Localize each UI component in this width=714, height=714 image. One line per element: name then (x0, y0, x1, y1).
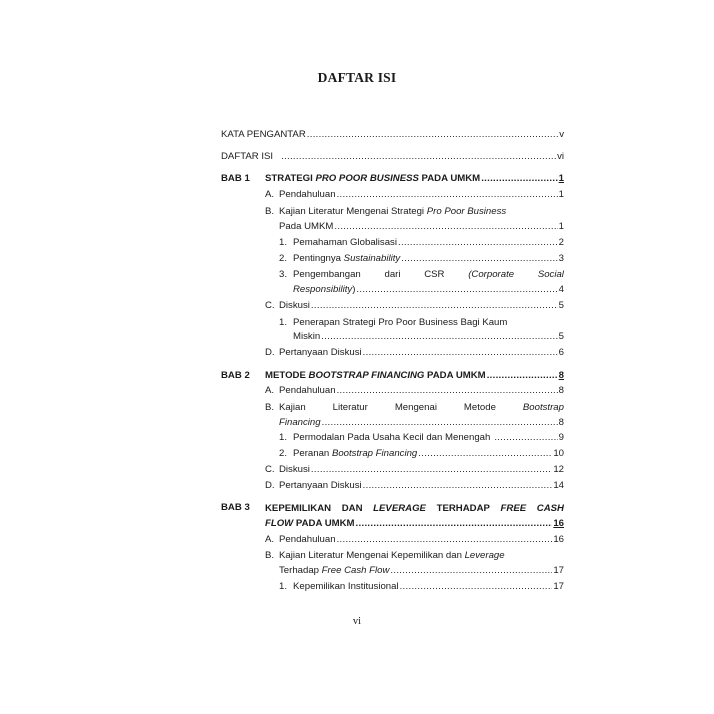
toc-entry-number: 3. (279, 269, 288, 280)
chapter-number: BAB 2 (221, 370, 250, 381)
chapter-number: BAB 1 (221, 173, 250, 184)
dot-leader (356, 518, 553, 529)
page-title: DAFTAR ISI (317, 70, 397, 85)
toc-entry-label: D. Pertanyaan Diskusi (265, 480, 362, 491)
toc-entry-label-italic: Pro Poor Business (426, 206, 507, 217)
dot-leader (494, 432, 557, 443)
toc-entry-label: 2. Peranan Bootstrap Financing (279, 448, 418, 459)
chapter-title: FLOW PADA UMKM (265, 518, 355, 529)
dot-leader (322, 417, 558, 428)
toc-page-number: 8 (558, 417, 564, 428)
toc-entry-bab2-a[interactable] (265, 385, 564, 396)
toc-entry-bab1-b-line1[interactable] (265, 205, 564, 219)
chapter-title: METODE BOOTSTRAP FINANCING PADA UMKM (265, 370, 486, 381)
toc-page-number: 12 (553, 464, 564, 475)
toc-entry-label: DAFTAR ISI (221, 151, 274, 162)
toc-entry-label: 1. Permodalan Pada Usaha Kecil dan Menengah (279, 432, 491, 443)
toc-entry-label-italic: Leverage (464, 550, 505, 561)
toc-entry-label: A. Pendahuluan (265, 385, 336, 396)
toc-entry-label: A. Pendahuluan (265, 189, 336, 200)
dot-leader (321, 331, 557, 342)
toc-page-number: 10 (553, 448, 564, 459)
dot-leader (487, 370, 558, 381)
chapter-title-word: CASH (536, 503, 564, 514)
toc-entry-bab1-d[interactable] (265, 347, 564, 358)
toc-entry-bab3-line1[interactable] (265, 502, 564, 516)
toc-page-number: 9 (558, 432, 564, 443)
toc-entry-bab3-a[interactable] (265, 534, 564, 545)
toc-entry-bab2-b2[interactable] (279, 448, 564, 459)
dot-leader (481, 173, 557, 184)
toc-entry-bab2-d[interactable] (265, 480, 564, 491)
toc-page-number: v (559, 129, 564, 140)
toc-page-number: 14 (553, 480, 564, 491)
toc-entry-bab3-b-line1[interactable] (265, 549, 564, 563)
toc-entry-bab1-b3-line1[interactable] (279, 268, 564, 282)
chapter-number: BAB 3 (221, 502, 250, 513)
toc-page-number: 5 (558, 300, 564, 311)
toc-entry-bab1-b2[interactable] (279, 253, 564, 264)
toc-entry-label: KATA PENGANTAR (221, 129, 306, 140)
dot-leader (281, 151, 556, 162)
toc-entry-bab1-c1-line1[interactable] (279, 316, 564, 330)
toc-page-number: 8 (558, 370, 564, 381)
dot-leader (400, 581, 553, 592)
dot-leader (363, 480, 553, 491)
toc-entry-label: Terhadap Free Cash Flow (279, 565, 390, 576)
toc-page-number: 5 (558, 331, 564, 342)
toc-entry-label: 2. Pentingnya Sustainability (279, 253, 401, 264)
toc-page-number: 1 (558, 221, 564, 232)
toc-entry-bab1-c[interactable] (265, 300, 564, 311)
dot-leader (398, 237, 558, 248)
page-number: vi (352, 616, 362, 627)
toc-entry-bab2-b-line1[interactable] (265, 401, 564, 415)
toc-entry-label: Pada UMKM (279, 221, 334, 232)
chapter-title: STRATEGI PRO POOR BUSINESS PADA UMKM (265, 173, 481, 184)
chapter-title-word: DAN (341, 503, 363, 514)
toc-entry-bab1-c1-line2[interactable] (293, 331, 564, 342)
toc-entry-label: Miskin (293, 331, 321, 342)
toc-entry-label: Financing (279, 417, 321, 428)
toc-page-number: 4 (558, 284, 564, 295)
toc-page-number: 17 (553, 581, 564, 592)
toc-page-number: 2 (558, 237, 564, 248)
toc-entry-letter: B. (265, 402, 275, 413)
toc-entry-label: C. Diskusi (265, 300, 310, 311)
toc-page-number: 6 (558, 347, 564, 358)
toc-page-number: vi (557, 151, 564, 162)
toc-entry-label: Responsibility) (293, 284, 356, 295)
toc-entry-label: A. Pendahuluan (265, 534, 336, 545)
dot-leader (363, 347, 558, 358)
toc-entry-label: Pengembangan dari CSR (Corporate Social (293, 269, 564, 280)
toc-entry-bab2-b-line2[interactable] (279, 417, 564, 428)
toc-entry-bab1-a[interactable] (265, 189, 564, 200)
dot-leader (401, 253, 557, 264)
toc-entry-kata-pengantar[interactable] (221, 129, 564, 140)
chapter-title-word: FREE (500, 503, 527, 514)
chapter-title-word: TERHADAP (436, 503, 490, 514)
toc-entry-label: D. Pertanyaan Diskusi (265, 347, 362, 358)
toc-entry-bab2-b1[interactable] (279, 432, 564, 443)
toc-entry-bab3-b1[interactable] (279, 581, 564, 592)
toc-entry-label: 1. Pemahaman Globalisasi (279, 237, 397, 248)
toc-entry-bab3-line2[interactable] (265, 518, 564, 529)
toc-entry-bab2-c[interactable] (265, 464, 564, 475)
dot-leader (337, 385, 558, 396)
dot-leader (334, 221, 557, 232)
toc-page-number: 16 (553, 534, 564, 545)
toc-entry-bab1-b-line2[interactable] (279, 221, 564, 232)
toc-page-number: 17 (553, 565, 564, 576)
toc-entry-label: Penerapan Strategi Pro Poor Business Bagi Kaum (293, 317, 508, 328)
toc-entry-daftar-isi[interactable] (221, 151, 564, 162)
toc-entry-label: Kajian Literatur Mengenai Strategi (279, 206, 427, 217)
toc-entry-label: Kajian Literatur Mengenai Kepemilikan dan (279, 550, 465, 561)
chapter-title-word: KEPEMILIKAN (265, 503, 332, 514)
toc-entry-bab1-b1[interactable] (279, 237, 564, 248)
toc-page-number: 1 (558, 173, 564, 184)
toc-entry-bab2[interactable] (265, 370, 564, 381)
toc-page-number: 3 (558, 253, 564, 264)
toc-entry-label: 1. Kepemilikan Institusional (279, 581, 399, 592)
dot-leader (418, 448, 552, 459)
toc-entry-letter: B. (265, 206, 275, 217)
dot-leader (356, 284, 557, 295)
toc-entry-bab1[interactable] (265, 173, 564, 184)
dot-leader (311, 464, 552, 475)
toc-page-number: 16 (553, 518, 564, 529)
dot-leader (337, 534, 553, 545)
toc-entry-number: 1. (279, 317, 288, 328)
toc-entry-bab3-b-line2[interactable] (279, 565, 564, 576)
dot-leader (307, 129, 558, 140)
toc-page-number: 8 (558, 385, 564, 396)
dot-leader (390, 565, 552, 576)
toc-entry-bab1-b3-line2[interactable] (293, 284, 564, 295)
toc-entry-letter: B. (265, 550, 275, 561)
dot-leader (311, 300, 558, 311)
dot-leader (337, 189, 558, 200)
chapter-title-word: LEVERAGE (373, 503, 426, 514)
toc-page-number: 1 (558, 189, 564, 200)
toc-entry-label: Kajian Literatur Mengenai Metode Bootstrap (279, 402, 564, 413)
toc-entry-label: C. Diskusi (265, 464, 310, 475)
